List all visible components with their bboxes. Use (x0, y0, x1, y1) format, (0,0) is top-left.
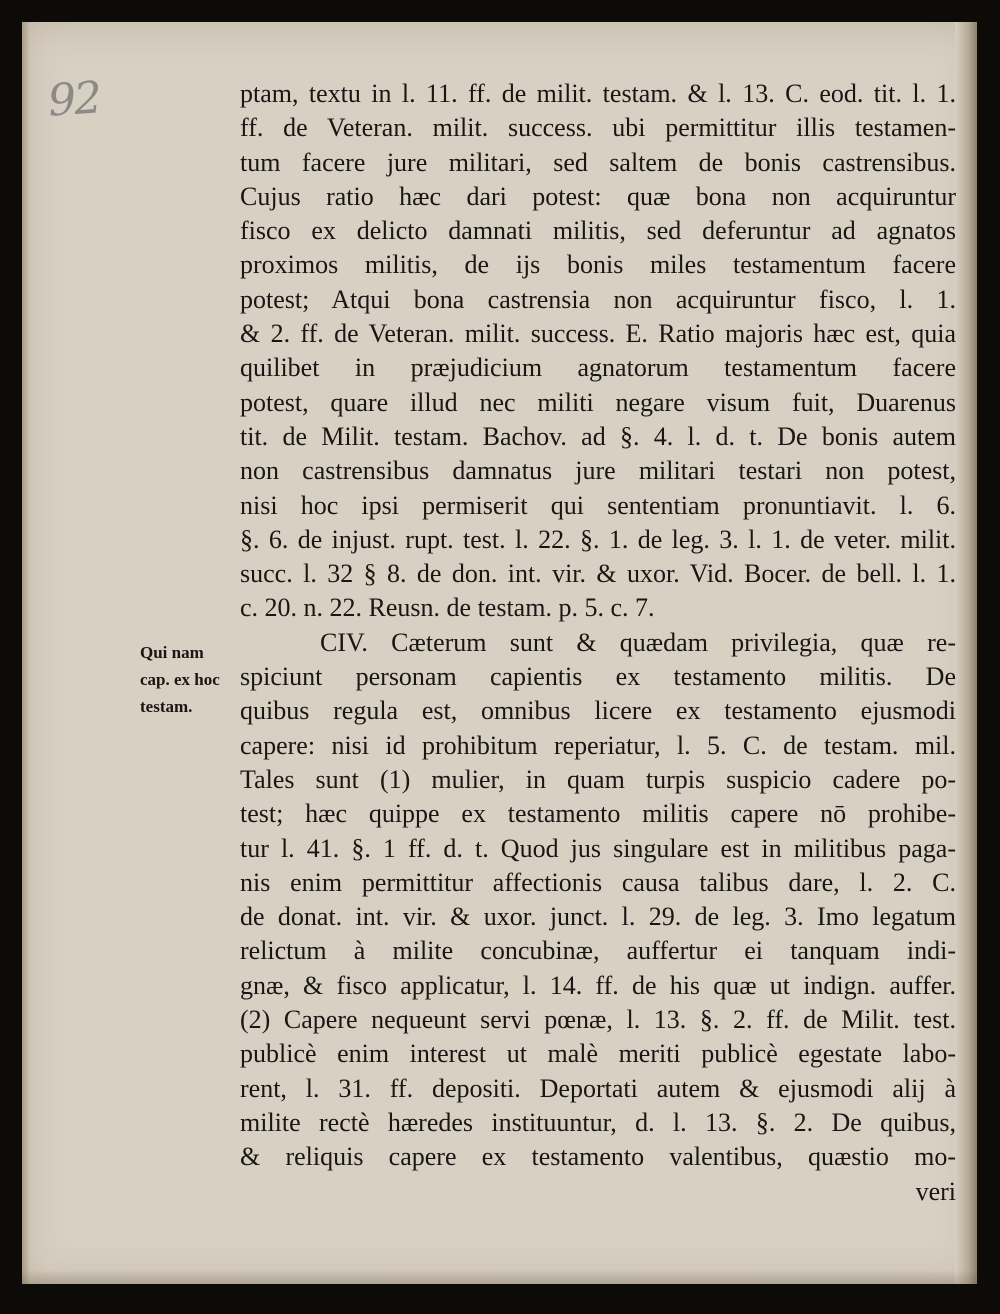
text-line: spiciunt personam capientis ex testamento militis. De (240, 662, 956, 692)
text-line: tur l. 41. §. 1 ff. d. t. Quod jus singulare est in militibus paga- (240, 833, 956, 863)
catchword: veri (915, 1176, 956, 1206)
text-line: c. 20. n. 22. Reusn. de testam. p. 5. c. 7. (240, 593, 655, 623)
text-line: de donat. int. vir. & uxor. junct. l. 29. de leg. 3. Imo legatum (240, 902, 956, 932)
text-line: proximos militis, de ijs bonis miles testamentum facere (240, 250, 956, 280)
text-line: potest, quare illud nec militi negare visum fuit, Duarenus (240, 387, 956, 417)
text-line: relictum à milite concubinæ, auffertur ei tanquam indi- (240, 936, 956, 966)
margin-note-line: testam. (140, 697, 193, 716)
text-line: quibus regula est, omnibus licere ex testamento ejusmodi (240, 696, 956, 726)
text-line: potest; Atqui bona castrensia non acquiruntur fisco, l. 1. (240, 284, 956, 314)
text-line: ptam, textu in l. 11. ff. de milit. testam. & l. 13. C. eod. tit. l. 1. (240, 79, 956, 108)
page-gutter-stain (22, 22, 30, 1284)
text-line: & reliquis capere ex testamento valentibus, quæstio mo- (240, 1142, 956, 1172)
text-line: gnæ, & fisco applicatur, l. 14. ff. de his quæ ut indign. auffer. (240, 970, 956, 1000)
text-line: Cujus ratio hæc dari potest: quæ bona non acquiruntur (240, 181, 956, 211)
text-line: publicè enim interest ut malè meriti publicè egestate labo- (240, 1039, 956, 1069)
text-line: nisi hoc ipsi permiserit qui sententiam pronuntiavit. l. 6. (240, 490, 956, 520)
text-line: ff. de Veteran. milit. success. ubi permittitur illis testamen- (240, 113, 956, 143)
text-line: Tales sunt (1) mulier, in quam turpis suspicio cadere po- (240, 764, 956, 794)
text-line: capere: nisi id prohibitum reperiatur, l. 5. C. de testam. mil. (240, 730, 956, 760)
text-line: succ. l. 32 § 8. de don. int. vir. & uxor. Vid. Bocer. de bell. l. 1. (240, 559, 956, 589)
text-line: §. 6. de injust. rupt. test. l. 22. §. 1. de leg. 3. l. 1. de veter. milit. (240, 524, 956, 554)
page-number: 92 (46, 72, 102, 127)
text-line: tum facere jure militari, sed saltem de bonis castrensibus. (240, 147, 956, 177)
section-heading-line: CIV. Cæterum sunt & quædam privilegia, quæ re- (320, 627, 956, 657)
text-line: milite rectè hæredes instituuntur, d. l. 13. §. 2. De quibus, (240, 1107, 956, 1137)
text-line: rent, l. 31. ff. depositi. Deportati autem & ejusmodi alij à (240, 1073, 956, 1103)
text-line: & 2. ff. de Veteran. milit. success. E. Ratio majoris hæc est, quia (240, 319, 956, 349)
body-text (240, 77, 956, 1209)
text-line: (2) Capere nequeunt servi pœnæ, l. 13. §. 2. ff. de Milit. test. (240, 1005, 956, 1035)
book-page (22, 22, 977, 1284)
margin-note (140, 639, 250, 720)
page-edge (955, 22, 977, 1284)
text-line: nis enim permittitur affectionis causa talibus dare, l. 2. C. (240, 867, 956, 897)
text-line: fisco ex delicto damnati militis, sed deferuntur ad agnatos (240, 216, 956, 246)
margin-note-line: Qui nam (140, 643, 204, 662)
text-line: quilibet in præjudicium agnatorum testamentum facere (240, 353, 956, 383)
text-line: non castrensibus damnatus jure militari testari non potest, (240, 456, 956, 486)
text-line: tit. de Milit. testam. Bachov. ad §. 4. l. d. t. De bonis autem (240, 421, 956, 451)
text-line: test; hæc quippe ex testamento militis capere nō prohibe- (240, 799, 956, 829)
margin-note-line: cap. ex hoc (140, 670, 220, 689)
page-shadow (22, 1270, 977, 1284)
